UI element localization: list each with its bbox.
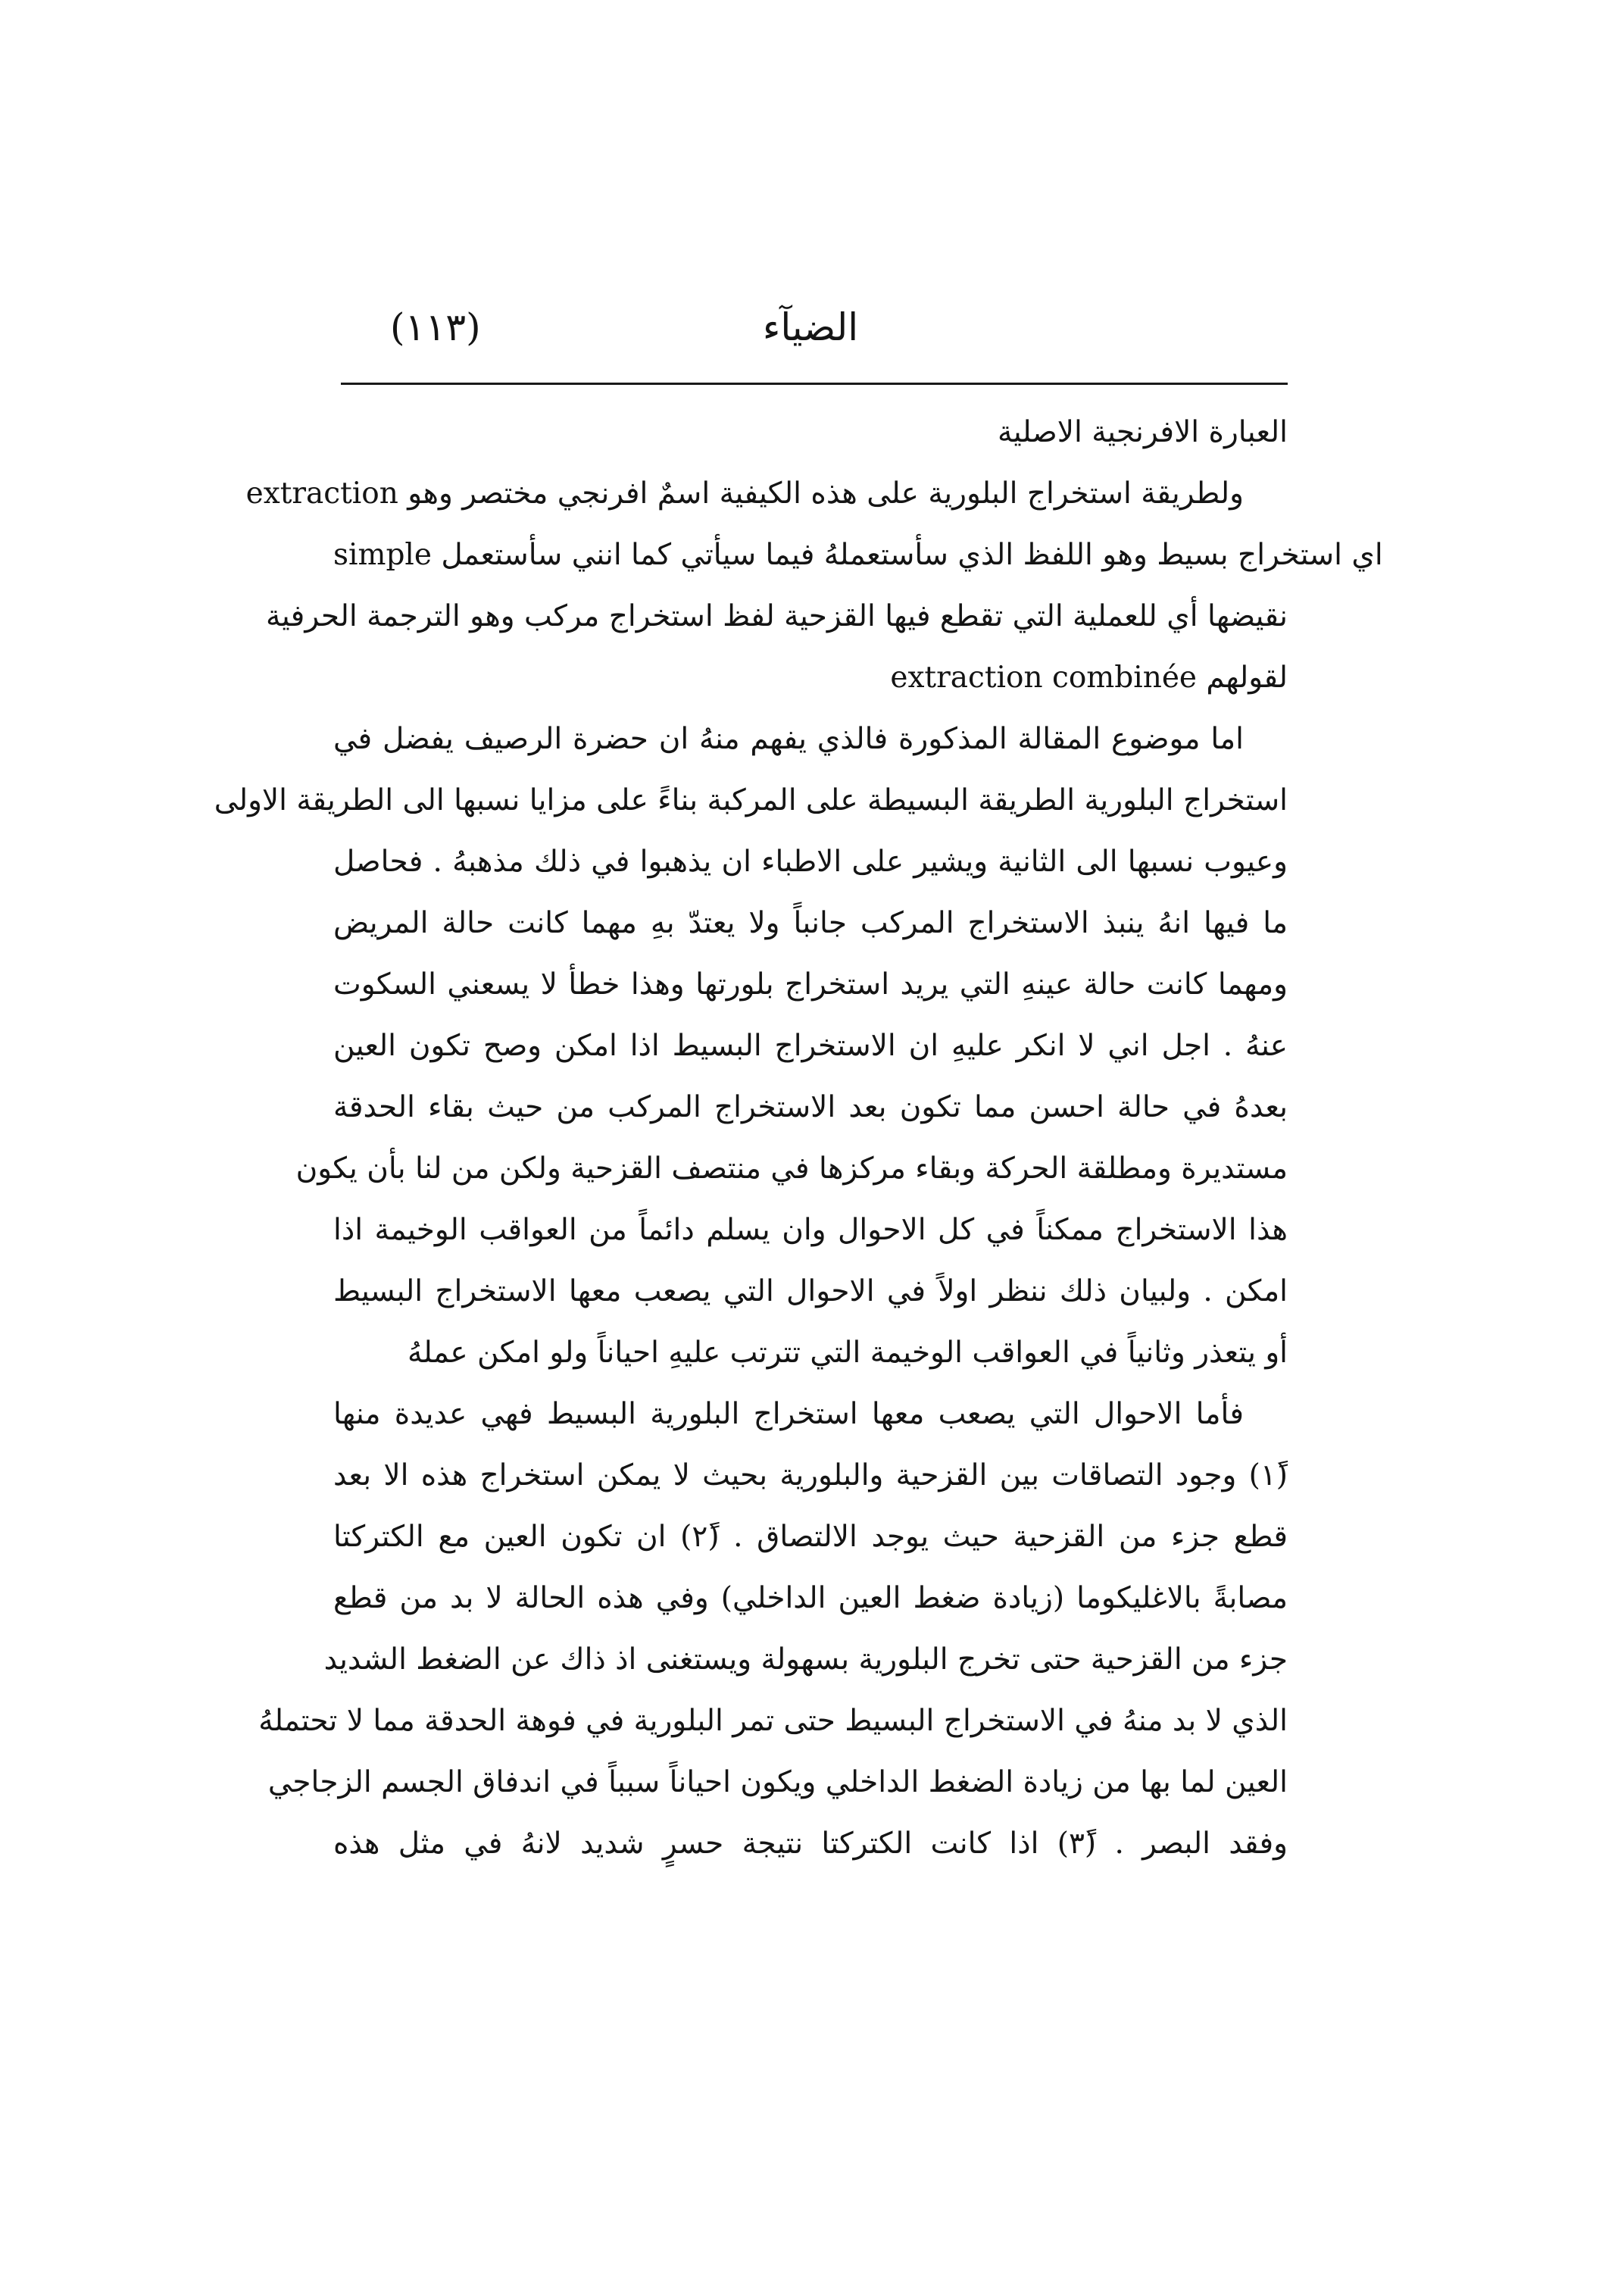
text-line: نقيضها أي للعملية التي تقطع فيها القزحية لفظ استخراج مركب وهو الترجمة الحرفية (266, 599, 1288, 633)
text-line: (١ً) وجود التصاقات بين القزحية والبلورية بحيث لا يمكن استخراج هذه الا بعد (333, 1458, 1288, 1492)
text-line: ما فيها انهُ ينبذ الاستخراج المركب جانباً ولا يعتدّ بهِ مهما كانت حالة المريض (333, 906, 1288, 940)
text-line: مصابةً بالاغليكوما (زيادة ضغط العين الداخلي) وفي هذه الحالة لا بد من قطع (333, 1581, 1288, 1615)
text-line: الذي لا بد منهُ في الاستخراج البسيط حتى تمر البلورية في فوهة الحدقة مما لا تحتملهُ (258, 1704, 1288, 1738)
section-heading: العبارة الافرنجية الاصلية (998, 415, 1288, 449)
header-rule (341, 383, 1288, 385)
text-line: العين لما بها من زيادة الضغط الداخلي ويكون احياناً سبباً في اندفاق الجسم الزجاجي (267, 1765, 1288, 1799)
text-line: امكن . ولبيان ذلك ننظر اولاً في الاحوال التي يصعب معها الاستخراج البسيط (333, 1274, 1288, 1308)
document-page (214, 299, 1383, 1861)
text-line: أو يتعذر وثانياً في العواقب الوخيمة التي تترتب عليهِ احياناً ولو امكن عملهُ (408, 1336, 1288, 1370)
text-line: استخراج البلورية الطريقة البسيطة على المركبة بناءً على مزايا نسبها الى الطريقة الاولى (214, 783, 1288, 817)
text-line: لقولهم extraction combinée (890, 661, 1288, 695)
page-header (333, 299, 1288, 383)
body-text (214, 402, 1383, 1874)
journal-title: الضيآء (762, 305, 859, 349)
text-line: اما موضوع المقالة المذكورة فالذي يفهم منهُ ان حضرة الرصيف يفضل في (333, 722, 1244, 756)
text-line: ولطريقة استخراج البلورية على هذه الكيفية اسمٌ افرنجي مختصر وهو extraction (245, 477, 1244, 511)
text-line: بعدهُ في حالة احسن مما تكون بعد الاستخراج المركب من حيث بقاء الحدقة (333, 1090, 1288, 1124)
text-line: جزء من القزحية حتى تخرج البلورية بسهولة ويستغنى اذ ذاك عن الضغط الشديد (323, 1642, 1288, 1677)
text-line: قطع جزء من القزحية حيث يوجد الالتصاق . (٢ً) ان تكون العين مع الكتركتا (333, 1520, 1288, 1554)
text-line: ومهما كانت حالة عينهِ التي يريد استخراج بلورتها وهذا خطأ لا يسعني السكوت (333, 967, 1288, 1002)
text-line: هذا الاستخراج ممكناً في كل الاحوال وان يسلم دائماً من العواقب الوخيمة اذا (333, 1213, 1288, 1247)
text-line: عنهُ . اجل اني لا انكر عليهِ ان الاستخراج البسيط اذا امكن وصح تكون العين (333, 1029, 1288, 1063)
text-line: simple اي استخراج بسيط وهو اللفظ الذي سأستعملهُ فيما سيأتي كما انني سأستعمل (333, 538, 1383, 572)
page-number: (١١٣) (390, 305, 481, 349)
text-line: مستديرة ومطلقة الحركة وبقاء مركزها في منتصف القزحية ولكن من لنا بأن يكون (295, 1152, 1288, 1186)
text-line: وعيوب نسبها الى الثانية ويشير على الاطباء ان يذهبوا في ذلك مذهبهُ . فحاصل (333, 845, 1288, 879)
text-line: فأما الاحوال التي يصعب معها استخراج البلورية البسيط فهي عديدة منها (333, 1397, 1244, 1431)
text-line: وفقد البصر . (٣ً) اذا كانت الكتركتا نتيجة حسرٍ شديد لانهُ في مثل هذه (333, 1827, 1288, 1861)
